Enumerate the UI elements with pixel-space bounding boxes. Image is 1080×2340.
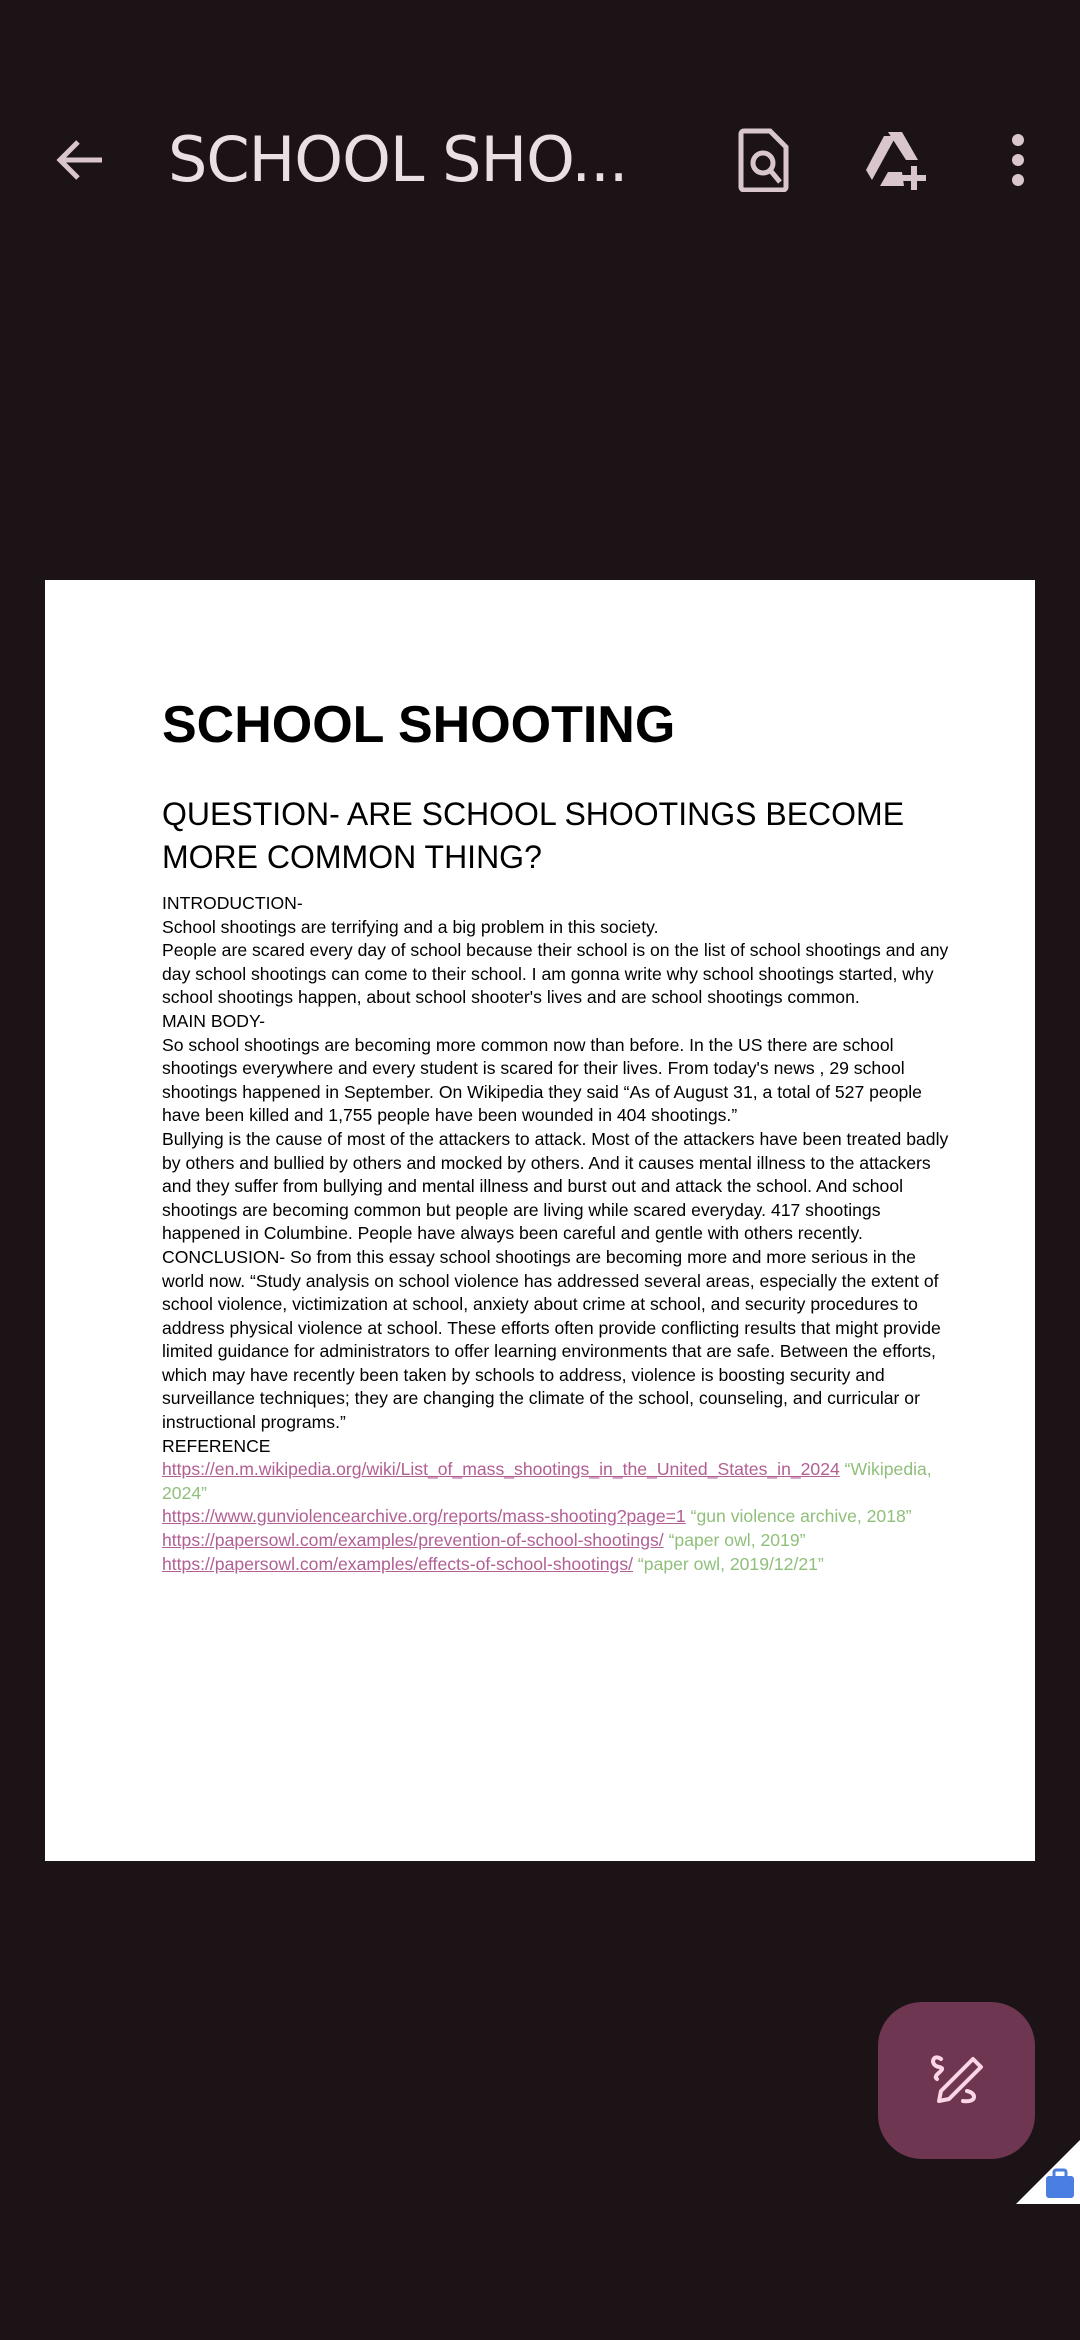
more-vert-icon xyxy=(1008,132,1028,188)
document-body xyxy=(162,892,962,1576)
reference-citation: “paper owl, 2019” xyxy=(668,1530,806,1551)
question-heading: QUESTION- ARE SCHOOL SHOOTINGS BECOME MORE COMMON THING? xyxy=(162,796,905,875)
reference-item xyxy=(162,1553,962,1577)
drive-add-icon xyxy=(866,130,930,190)
paragraph: So school shootings are becoming more common now than before. In the US there are school shootings everywhere and every student is scared for their lives. From today's news , 29 school shootings happened in September. On Wikipedia they said “As of August 31, a total of 527 people have been killed and 1,755 people have been wounded in 404 shootings.” xyxy=(162,1034,922,1126)
search-in-document-button[interactable] xyxy=(732,128,796,192)
paragraph: School shootings are terrifying and a big problem in this society. xyxy=(162,916,659,937)
file-search-icon xyxy=(738,128,790,192)
document-title: SCHOOL SHO... xyxy=(168,123,628,196)
pdf-page[interactable] xyxy=(45,580,1035,1861)
reference-citation: “Wikipedia, 2024” xyxy=(162,1459,932,1503)
reference-heading: REFERENCE xyxy=(162,1435,271,1456)
document-heading: SCHOOL SHOOTING xyxy=(162,696,676,754)
main-body-heading: MAIN BODY- xyxy=(162,1010,265,1031)
reference-item xyxy=(162,1458,962,1505)
more-options-button[interactable] xyxy=(986,128,1050,192)
add-to-drive-button[interactable] xyxy=(866,128,930,192)
arrow-left-icon xyxy=(50,130,110,190)
reference-link[interactable]: https://www.gunviolencearchive.org/reports/mass-shooting?page=1 xyxy=(162,1506,686,1527)
draw-annotate-icon xyxy=(927,2051,987,2111)
paragraph: Bullying is the cause of most of the attackers to attack. Most of the attackers have been treated badly by others and bullied by others and mocked by others. And it causes mental illness to the attackers and they suffer from bullying and mental illness and burst out and attack the school. And school shootings are becoming common but people are living while scared everyday. 417 shootings happened in Columbine. People have always been careful and gentle with others recently. xyxy=(162,1128,949,1244)
reference-item xyxy=(162,1505,962,1529)
reference-citation: “gun violence archive, 2018” xyxy=(690,1506,912,1527)
work-profile-badge xyxy=(1016,2140,1080,2204)
reference-link[interactable]: https://papersowl.com/examples/prevention-of-school-shootings/ xyxy=(162,1530,664,1551)
back-button[interactable] xyxy=(50,130,110,190)
reference-link[interactable]: https://papersowl.com/examples/effects-of-school-shootings/ xyxy=(162,1553,634,1574)
intro-heading: INTRODUCTION- xyxy=(162,893,303,913)
paragraph: People are scared every day of school because their school is on the list of school shootings and any day school shootings can come to their school. I am gonna write why school shootings started, why school shootings happen, about school shooter's lives and are school shootings common. xyxy=(162,940,949,1008)
conclusion-paragraph: CONCLUSION- So from this essay school shootings are becoming more and more serious in the world now. “Study analysis on school violence has addressed several areas, especially the extent of school violence, victimization at school, anxiety about crime at school, and security procedures to address physical violence at school. These efforts often provide conflicting results that might provide limited guidance for administrators to offer learning environments that are safe. Between the efforts, which may have recently been taken by schools to address, violence is boosting security and surveillance techniques; they are changing the climate of the school, counseling, and curricular or instructional programs.” xyxy=(162,1246,941,1433)
annotate-fab[interactable] xyxy=(878,2002,1035,2159)
reference-item xyxy=(162,1529,962,1553)
reference-citation: “paper owl, 2019/12/21” xyxy=(637,1553,824,1574)
reference-link[interactable]: https://en.m.wikipedia.org/wiki/List_of_mass_shootings_in_the_United_States_in_2024 xyxy=(162,1459,840,1480)
